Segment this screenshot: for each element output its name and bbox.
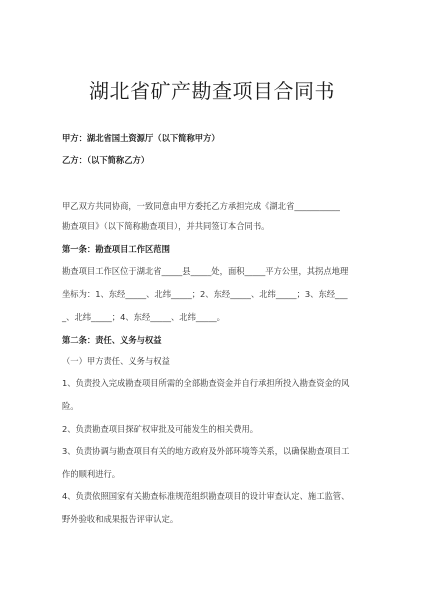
article-2-subheading-party-a: （一）甲方责任、义务与权益 bbox=[62, 356, 170, 366]
article-1-line-1: 勘查项目工作区位于湖北省_____县_____处，面积_____平方公里，其拐点地理 bbox=[62, 266, 349, 276]
article-1-line-3: _、北纬_____；4、东经_____、北纬_____。 bbox=[62, 312, 225, 322]
article-1-line-2: 坐标为：1、东经_____、北纬_____；2、东经_____、北纬_____；3、东经___ bbox=[62, 289, 348, 299]
item-1-line-1: 1、负责投入完成勘查项目所需的全部勘查资金并自行承担所投入勘查资金的风 bbox=[62, 378, 350, 388]
item-4-line-1: 4、负责依照国家有关勘查标准规范组织勘查项目的设计审查认定、施工监管、 bbox=[62, 491, 350, 501]
item-3-line-1: 3、负责协调与勘查项目有关的地方政府及外部环境等关系，以确保勘查项目工 bbox=[62, 446, 350, 456]
item-2-line: 2、负责勘查项目探矿权审批及可能发生的相关费用。 bbox=[62, 424, 259, 434]
item-4-line-2: 野外验收和成果报告评审认定。 bbox=[62, 514, 179, 524]
article-2-heading: 第二条：责任、义务与权益 bbox=[62, 335, 162, 345]
document-title: 湖北省矿产勘查项目合同书 bbox=[89, 79, 335, 103]
intro-paragraph-line-1: 甲乙双方共同协商，一致同意由甲方委托乙方承担完成《湖北省___________ bbox=[62, 201, 340, 211]
party-b-line: 乙方：（以下简称乙方） bbox=[62, 155, 150, 165]
item-1-line-2: 险。 bbox=[62, 401, 79, 411]
article-1-heading: 第一条：勘查项目工作区范围 bbox=[62, 244, 170, 254]
intro-paragraph-line-2: 勘查项目》（以下简称勘查项目），并共同签订本合同书。 bbox=[62, 221, 270, 231]
party-a-line: 甲方：湖北省国土资源厅（以下简称甲方） bbox=[62, 133, 220, 143]
item-3-line-2: 作的顺利进行。 bbox=[62, 469, 121, 479]
